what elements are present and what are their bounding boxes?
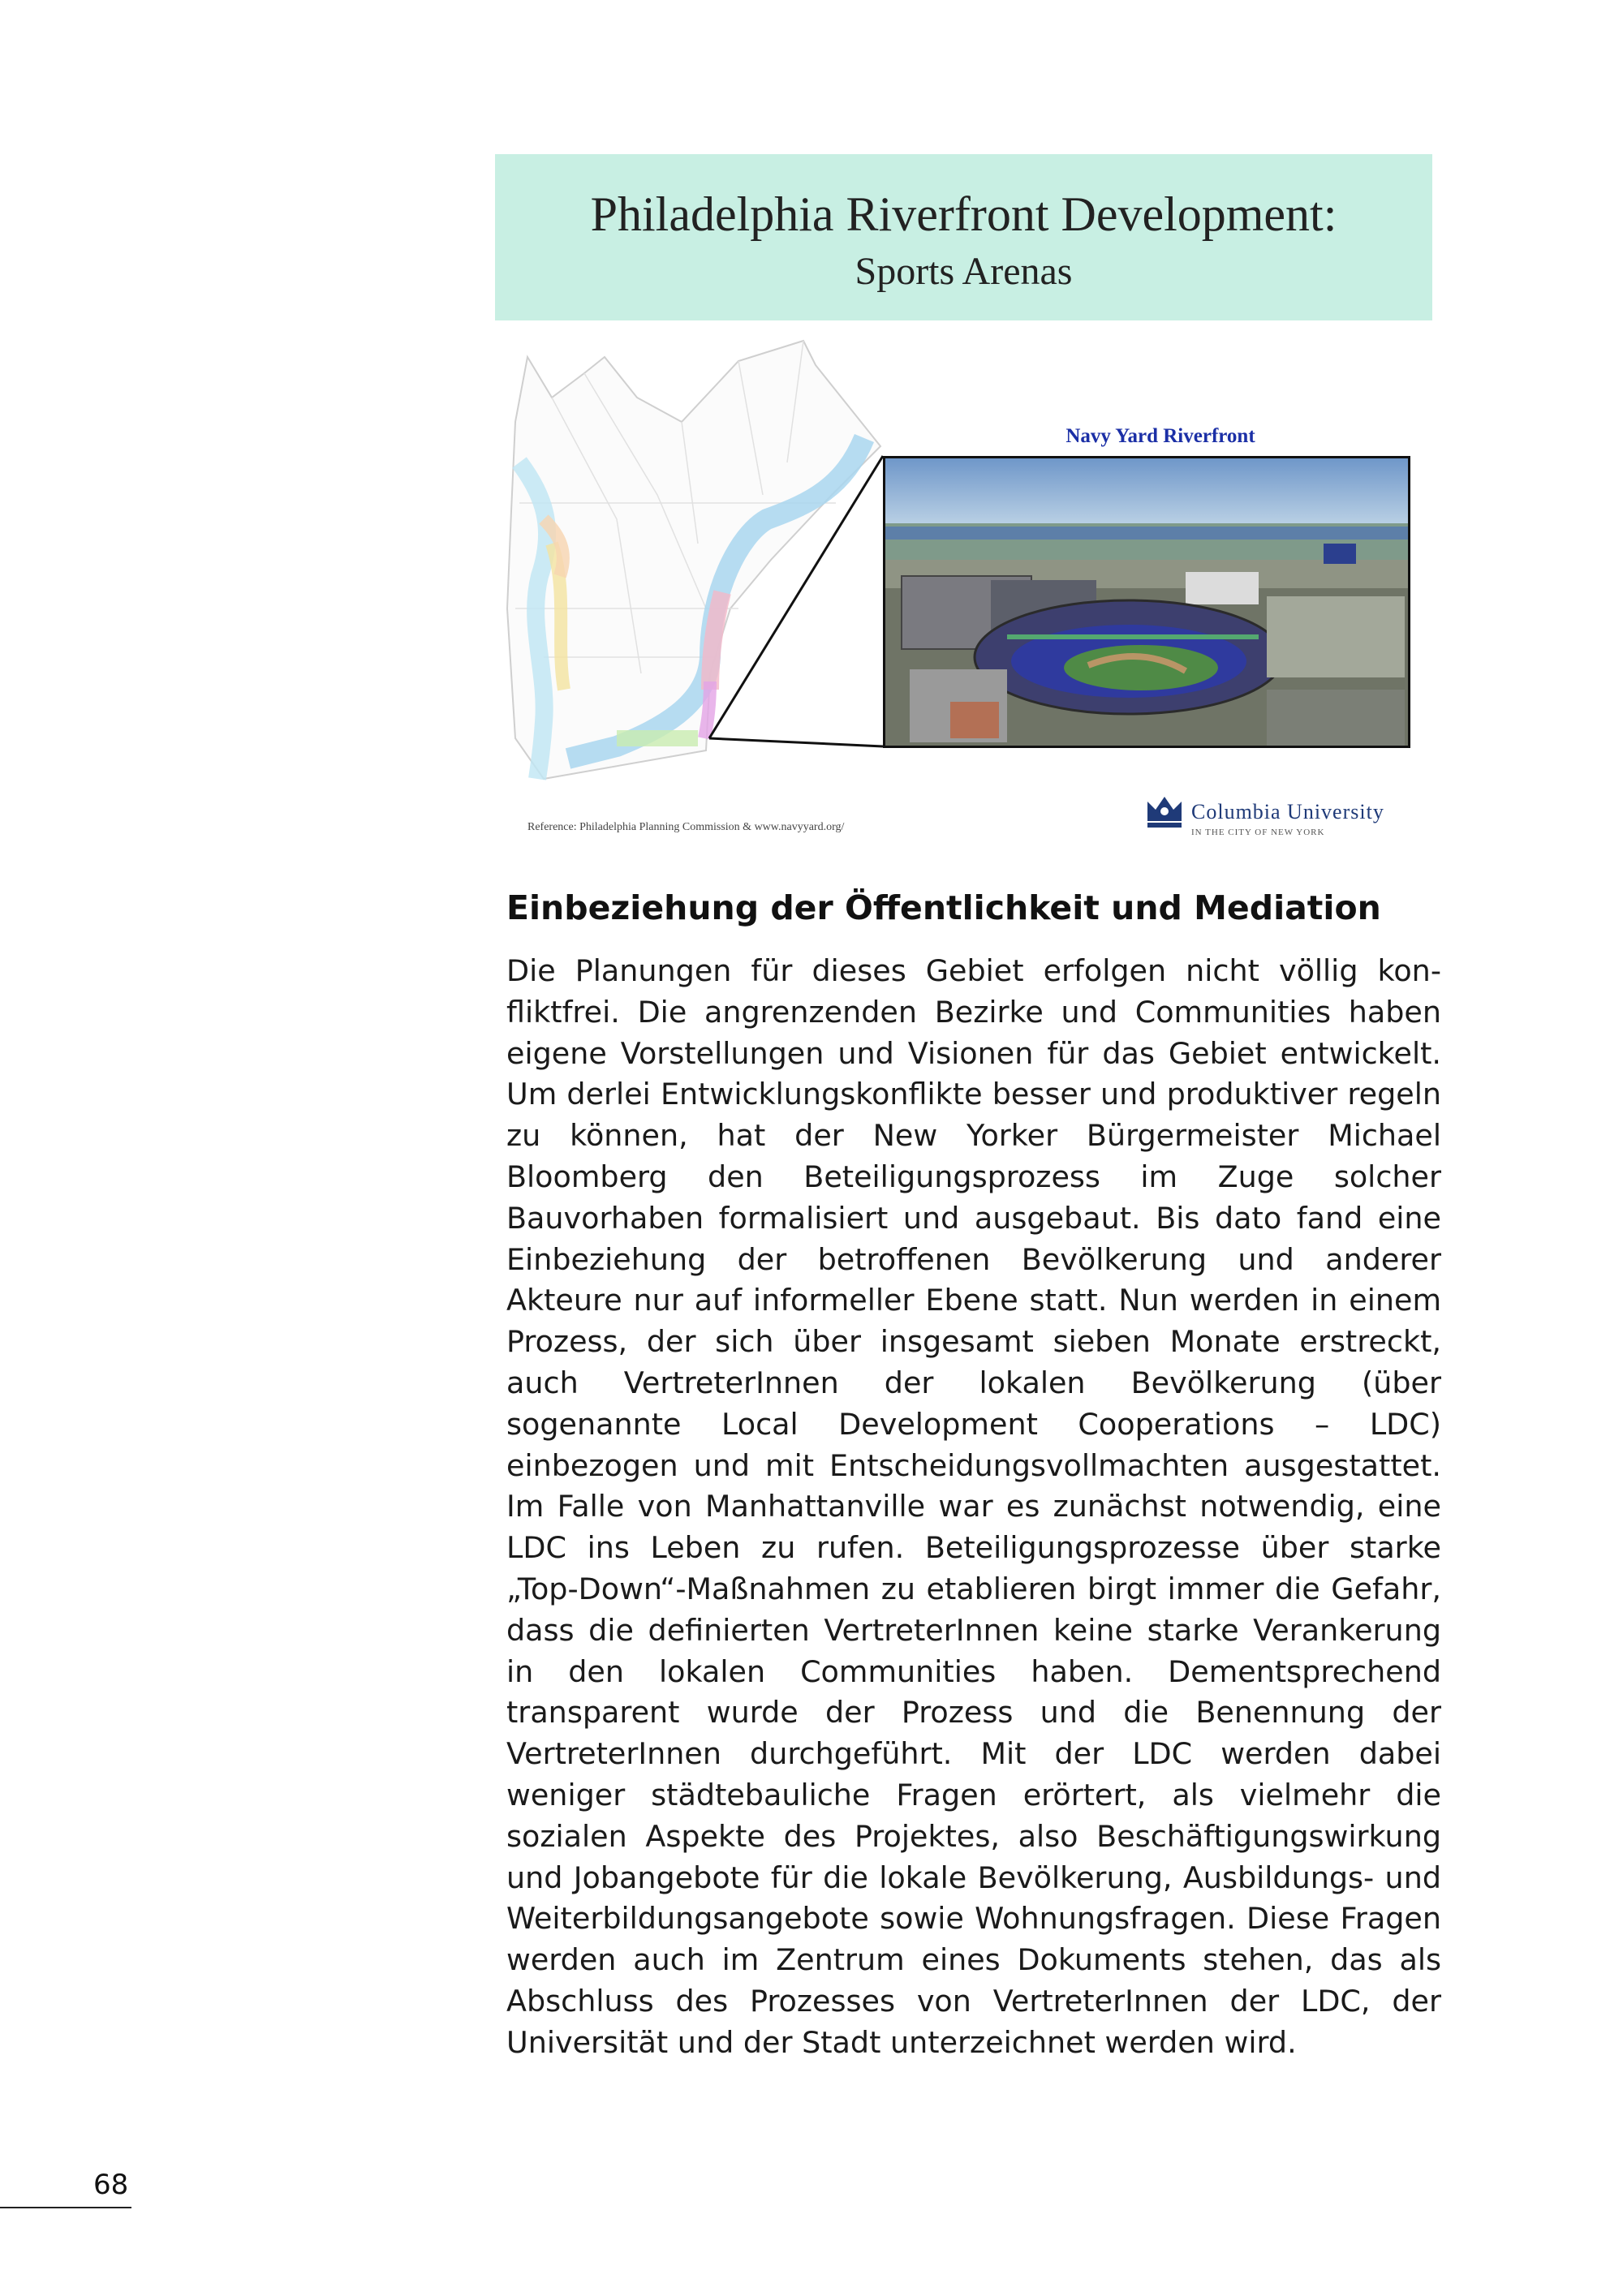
slide-title: Philadelphia Riverfront Development: [590,187,1337,241]
slide-figure [495,154,1436,852]
pink-zone [710,592,722,690]
navy-yard-aerial-photo [883,456,1410,748]
figure-reference: Reference: Philadelphia Planning Commission & www.navyyard.org/ [527,821,845,833]
logo-name: Columbia University [1191,800,1384,823]
callout-line [709,738,883,746]
crown-icon [1144,793,1185,829]
columbia-logo [1144,793,1420,842]
aerial-photo-illustration [885,458,1410,748]
logo-subtitle: IN THE CITY OF NEW YORK [1191,828,1325,837]
page-number-rule [0,2207,131,2208]
section-heading: Einbeziehung der Öffentlichkeit und Mediation [506,888,1381,927]
body-paragraph: Die Planungen für dieses Gebiet erfolgen nicht völlig konfliktfrei. Die angrenzenden Bezirke und Communities haben eigene Vorstellungen und Visionen für das Gebiet entwickelt. Um derlei Entwicklungskonflikte besser und produktiver regeln zu können, hat der New Yorker Bürgermeister Michael Bloomberg den Beteiligungsprozess im Zuge solcher Bauvorhaben formalisiert und ausgebaut. Bis dato fand eine Einbeziehung der betroffenen Bevölkerung und anderer Akteure nur auf informeller Ebene statt. Nun werden in einem Prozess, der sich über insgesamt sieben Monate erstreckt, auch VertreterInnen der lokalen Bevölkerung (über sogenannte Local Development Cooperations – LDC) einbezogen und mit Entscheidungsvollmachten ausgestattet. Im Falle von Manhattanville war es zunächst notwendig, eine LDC ins Leben zu rufen. Beteiligungsprozesse über starke „Top-Down“-Maßnahmen zu etablieren birgt immer die Gefahr, dass die definierten VertreterInnen keine starke Verankerung in den lokalen Communities haben. Dementsprechend transparent wurde der Prozess und die Benennung der VertreterInnen durchgeführt. Mit der LDC werden dabei weniger städtebauliche Fragen erörtert, als vielmehr die sozialen Aspekte des Projektes, also Beschäftigungswirkung und Jobangebote für die lokale Bevölkerung, Ausbildungs- und Weiterbildungsangebote sowie Wohnungsfragen. Diese Fragen werden auch im Zentrum eines Dokuments stehen, das als Abschluss des Prozesses von VertreterInnen der LDC, der Universität und der Stadt unterzeichnet werden wird. [506,953,1441,2060]
navy-yard-zone [704,681,710,738]
slide-subtitle: Sports Arenas [855,250,1073,293]
page-number: 68 [93,2169,129,2201]
photo-caption: Navy Yard Riverfront [1065,425,1255,447]
